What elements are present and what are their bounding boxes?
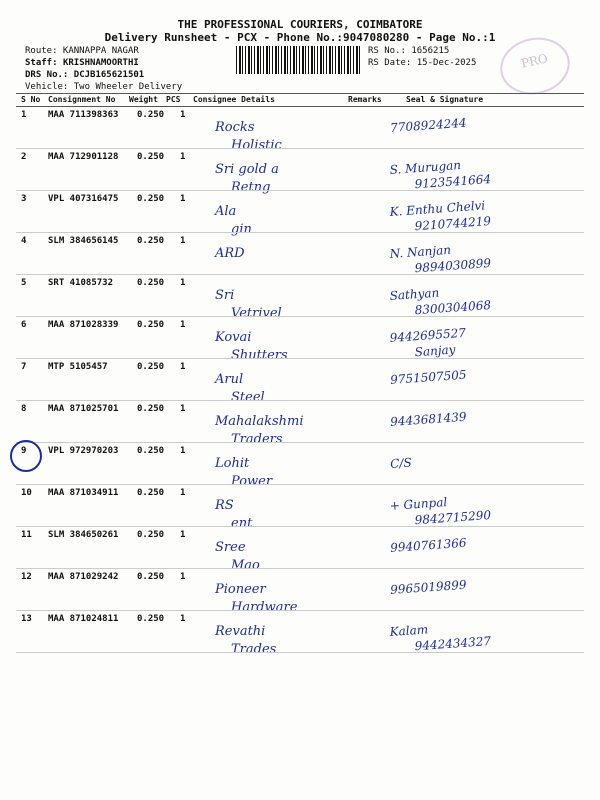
col-pcs: PCS [166, 95, 181, 104]
signature: 9443681439 [389, 409, 467, 429]
pieces: 1 [180, 152, 186, 162]
table-row [0, 401, 600, 447]
table-row [0, 317, 600, 363]
consignee-details: RS ent [215, 498, 253, 531]
consignment-number: MAA 871029242 [48, 572, 119, 582]
signature: N. Nanjan 9894030899 [389, 242, 492, 276]
serial-number: 5 [21, 278, 27, 288]
signature: 9940761366 [389, 535, 467, 555]
weight: 0.250 [137, 488, 165, 498]
table-row [0, 527, 600, 573]
seal-stamp: PRO [495, 31, 575, 100]
consignee-details: Lohit Power [215, 456, 273, 489]
consignee-details: Sri gold a Retng [215, 162, 279, 195]
pieces: 1 [180, 404, 186, 414]
pieces: 1 [180, 530, 186, 540]
table-row [0, 275, 600, 321]
col-remarks: Remarks [348, 95, 382, 104]
table-row [0, 107, 600, 153]
table-row [0, 149, 600, 195]
consignment-number: SLM 384650261 [48, 530, 119, 540]
weight: 0.250 [137, 194, 165, 204]
weight: 0.250 [137, 404, 165, 414]
weight: 0.250 [137, 446, 165, 456]
weight: 0.250 [137, 110, 165, 120]
table-row [0, 611, 600, 657]
barcode [236, 46, 362, 74]
col-consignee: Consignee Details [193, 95, 275, 104]
consignment-number: MAA 871028339 [48, 320, 119, 330]
serial-number: 2 [21, 152, 27, 162]
signature: Kalam 9442434327 [389, 622, 492, 654]
pieces: 1 [180, 320, 186, 330]
table-row [0, 485, 600, 531]
table-row [0, 233, 600, 275]
serial-number: 9 [21, 446, 27, 456]
serial-number: 3 [21, 194, 27, 204]
pieces: 1 [180, 362, 186, 372]
serial-number: 13 [21, 614, 32, 624]
consignment-number: MAA 871025701 [48, 404, 119, 414]
serial-number: 8 [21, 404, 27, 414]
consignee-details: Kovai Shutters [215, 330, 288, 363]
serial-number: 7 [21, 362, 27, 372]
serial-number: 12 [21, 572, 32, 582]
consignee-details: Pioneer Hardware [215, 582, 298, 615]
pieces: 1 [180, 278, 186, 288]
weight: 0.250 [137, 320, 165, 330]
consignee-details: Rocks Holistic [215, 120, 282, 153]
signature: 9965019899 [389, 577, 467, 597]
table-header [0, 94, 600, 106]
consignee-details: Arul Steel [215, 372, 265, 405]
weight: 0.250 [137, 236, 165, 246]
signature: 7708924244 [389, 115, 467, 135]
signature: Sathyan 8300304068 [389, 285, 492, 318]
consignee-details: ARD [215, 246, 245, 261]
table-row [0, 191, 600, 237]
weight: 0.250 [137, 614, 165, 624]
serial-number: 6 [21, 320, 27, 330]
pieces: 1 [180, 194, 186, 204]
col-consignment: Consignment No [48, 95, 116, 104]
signature: 9751507505 [389, 367, 467, 387]
consignment-number: MAA 711398363 [48, 110, 119, 120]
page-title: THE PROFESSIONAL COURIERS, COIMBATORE [177, 18, 423, 31]
pieces: 1 [180, 614, 186, 624]
consignee-details: Mahalakshmi Traders [215, 414, 304, 447]
serial-number: 10 [21, 488, 32, 498]
weight: 0.250 [137, 530, 165, 540]
row-rule [16, 652, 584, 653]
weight: 0.250 [137, 278, 165, 288]
signature: K. Enthu Chelvi 9210744219 [389, 198, 492, 234]
staff-info: Staff: KRISHNAMOORTHI [25, 58, 139, 68]
pieces: 1 [180, 236, 186, 246]
drs-info: DRS No.: DCJB165621501 [25, 70, 145, 80]
table-row [0, 443, 600, 489]
signature: C/S [389, 455, 413, 471]
weight: 0.250 [137, 362, 165, 372]
consignee-details: Ala gin [215, 204, 252, 237]
col-signature: Seal & Signature [406, 95, 484, 104]
serial-number: 11 [21, 530, 32, 540]
consignment-number: VPL 407316475 [48, 194, 119, 204]
col-weight: Weight [129, 95, 158, 104]
serial-number: 4 [21, 236, 27, 246]
consignment-number: MAA 871034911 [48, 488, 119, 498]
signature: + Gunpal 9842715290 [389, 494, 492, 528]
route-label: Route: KANNAPPA NAGAR [25, 46, 139, 56]
consignment-number: MAA 712901128 [48, 152, 119, 162]
consignment-number: SRT 41085732 [48, 278, 114, 288]
consignee-details: Sri Vetrivel [215, 288, 282, 321]
pieces: 1 [180, 446, 186, 456]
pieces: 1 [180, 488, 186, 498]
consignment-number: MTP 5105457 [48, 362, 108, 372]
table-row [0, 359, 600, 405]
serial-number: 1 [21, 110, 27, 120]
col-sno: S No [21, 95, 41, 104]
row-9-circle-mark [10, 440, 42, 472]
weight: 0.250 [137, 152, 165, 162]
consignee-details: Revathi Trades [215, 624, 277, 657]
signature: 9442695527 Sanjay [389, 325, 467, 360]
consignee-details: Sree Mao [215, 540, 260, 573]
consignment-number: VPL 972970203 [48, 446, 119, 456]
consignment-number: SLM 384656145 [48, 236, 119, 246]
consignment-number: MAA 871024811 [48, 614, 119, 624]
page-subtitle: Delivery Runsheet - PCX - Phone No.:9047080280 - Page No.:1 [104, 31, 496, 44]
table-row [0, 569, 600, 615]
vehicle-info: Vehicle: Two Wheeler Delivery [25, 82, 183, 92]
pieces: 1 [180, 110, 186, 120]
signature: S. Murugan 9123541664 [389, 158, 492, 192]
rs-date: RS Date: 15-Dec-2025 [368, 58, 477, 68]
rs-number: RS No.: 1656215 [368, 46, 450, 56]
pieces: 1 [180, 572, 186, 582]
weight: 0.250 [137, 572, 165, 582]
